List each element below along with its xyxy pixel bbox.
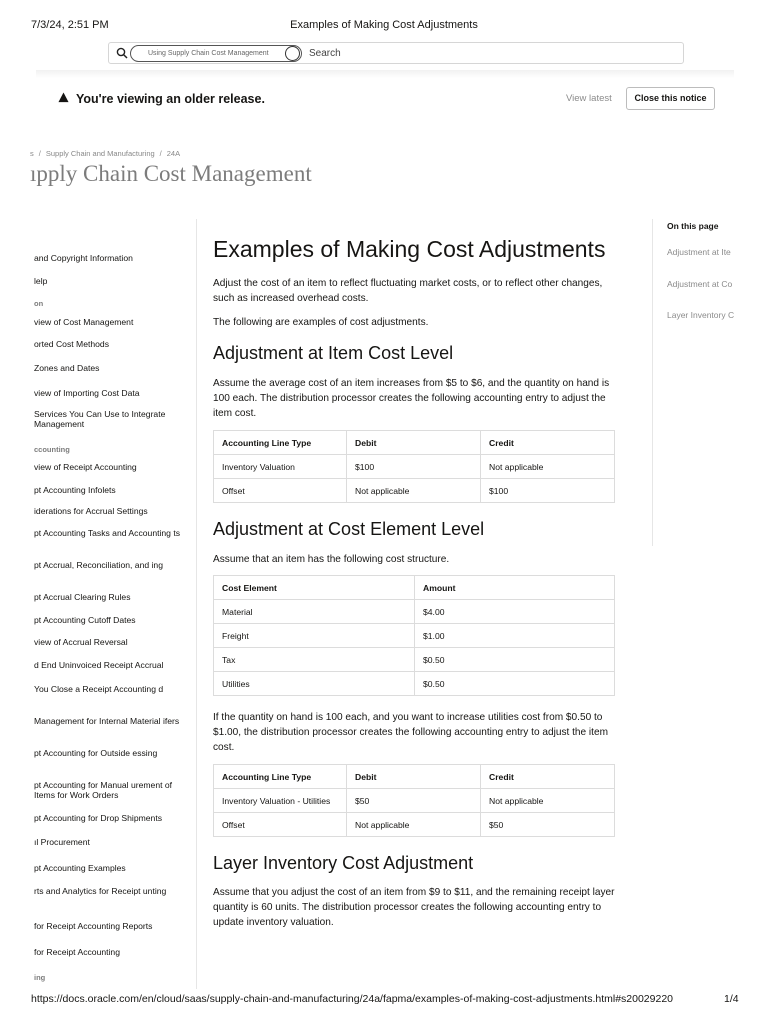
toc-item[interactable]: pt Accounting Cutoff Dates — [34, 615, 136, 625]
toc-item[interactable]: lelp — [34, 276, 48, 286]
section-heading: Adjustment at Cost Element Level — [213, 519, 485, 539]
scope-toggle-icon[interactable] — [285, 46, 300, 61]
breadcrumb-separator: / — [159, 149, 162, 158]
column-header: Cost Element — [214, 576, 415, 600]
rail-link-layer-inventory[interactable]: Layer Inventory C — [667, 310, 735, 320]
breadcrumb-item[interactable]: s — [30, 149, 34, 158]
rail-link-cost-element[interactable]: Adjustment at Co — [667, 279, 733, 289]
toc-item[interactable]: pt Accounting for Manual urement of Items for Work Orders — [34, 780, 173, 800]
toc-section[interactable]: ccounting — [34, 445, 70, 454]
table-cell: Not applicable — [481, 455, 615, 479]
table-row — [214, 813, 615, 837]
table-header-row — [214, 431, 615, 455]
table-header-row — [214, 576, 615, 600]
breadcrumb-item[interactable]: Supply Chain and Manufacturing — [45, 149, 155, 158]
table-cell: $1.00 — [415, 624, 615, 648]
toc-item[interactable]: pt Accrual Clearing Rules — [34, 592, 131, 602]
table-cell: Not applicable — [347, 479, 481, 503]
page-title: Examples of Making Cost Adjustments — [213, 236, 606, 262]
toc-item[interactable]: for Receipt Accounting Reports — [34, 921, 153, 931]
table-row — [214, 672, 615, 696]
toc-item[interactable]: Zones and Dates — [34, 363, 100, 373]
intro-paragraph-2: The following are examples of cost adjustments. — [213, 317, 429, 328]
column-header: Debit — [347, 765, 481, 789]
table-row — [214, 600, 615, 624]
section-paragraph: Assume that you adjust the cost of an item from $9 to $11, and the remaining receipt layer quantity is 60 units. The distribution processor creates the following accounting entry to update inventory valuation. — [213, 887, 615, 928]
toc-item[interactable]: pt Accounting Infolets — [34, 485, 116, 495]
toc-item[interactable]: orted Cost Methods — [34, 339, 109, 349]
toc-item[interactable]: pt Accounting Examples — [34, 863, 126, 873]
print-page-number: 1/4 — [724, 993, 739, 1005]
section-paragraph: If the quantity on hand is 100 each, and you want to increase utilities cost from $0.50 to $1.00, the distribution processor creates the following accounting entry to adjust the item cost. — [213, 712, 609, 753]
column-header: Amount — [415, 576, 615, 600]
table-cell: $0.50 — [415, 672, 615, 696]
accounting-table — [213, 764, 615, 837]
toc-item[interactable]: iderations for Accrual Settings — [34, 506, 148, 516]
table-row — [214, 455, 615, 479]
section-heading: Adjustment at Item Cost Level — [213, 343, 454, 363]
header-shadow — [36, 70, 734, 78]
rail-divider — [652, 219, 653, 546]
search-scope-chip[interactable]: Using Supply Chain Cost Management — [130, 45, 302, 62]
toc-item[interactable]: view of Importing Cost Data — [34, 388, 140, 398]
accounting-table — [213, 430, 615, 503]
on-this-page-title: On this page — [667, 221, 719, 231]
column-header: Accounting Line Type — [214, 765, 347, 789]
toc-item[interactable]: pt Accounting for Outside essing — [34, 748, 158, 758]
toc-item[interactable]: and Copyright Information — [34, 253, 133, 263]
breadcrumb-item[interactable]: 24A — [166, 149, 181, 158]
toc-item[interactable]: view of Cost Management — [34, 317, 134, 327]
toc-section[interactable]: ing — [34, 973, 46, 982]
section-heading: Layer Inventory Cost Adjustment — [213, 853, 474, 873]
toc-item[interactable]: for Receipt Accounting — [34, 947, 120, 957]
toc-item[interactable]: pt Accrual, Reconciliation, and ing — [34, 560, 163, 570]
toc-item[interactable]: pt Accounting for Drop Shipments — [34, 813, 163, 823]
close-notice-button[interactable]: Close this notice — [626, 87, 715, 110]
toc-section[interactable]: on — [34, 299, 44, 308]
table-cell: $50 — [481, 813, 615, 837]
table-row — [214, 648, 615, 672]
toc-item[interactable]: view of Receipt Accounting — [34, 462, 137, 472]
toc-item[interactable]: Management for Internal Material ifers — [34, 716, 180, 726]
table-cell: Not applicable — [347, 813, 481, 837]
section-paragraph: Assume that an item has the following cost structure. — [213, 554, 450, 565]
table-cell: Utilities — [214, 672, 415, 696]
table-cell: $100 — [347, 455, 481, 479]
toc-item[interactable]: view of Accrual Reversal — [34, 637, 128, 647]
toc-item[interactable]: rts and Analytics for Receipt unting — [34, 886, 167, 896]
intro-paragraph: Adjust the cost of an item to reflect fluctuating market costs, or to reflect other changes, such as increased overhead costs. — [213, 278, 603, 304]
column-header: Credit — [481, 765, 615, 789]
warning-icon — [58, 92, 69, 103]
table-row — [214, 624, 615, 648]
table-cell: Offset — [214, 479, 347, 503]
column-header: Credit — [481, 431, 615, 455]
table-cell: $4.00 — [415, 600, 615, 624]
search-icon[interactable] — [116, 47, 128, 59]
toc-item[interactable]: pt Accounting Tasks and Accounting ts — [34, 528, 181, 538]
table-cell: Tax — [214, 648, 415, 672]
print-title: Examples of Making Cost Adjustments — [290, 19, 478, 31]
search-input[interactable]: Search — [309, 48, 341, 59]
table-cell: $50 — [347, 789, 481, 813]
sidebar-divider — [196, 219, 197, 989]
table-cell: $0.50 — [415, 648, 615, 672]
table-cell: $100 — [481, 479, 615, 503]
table-cell: Inventory Valuation - Utilities — [214, 789, 347, 813]
table-cell: Freight — [214, 624, 415, 648]
breadcrumb — [30, 149, 185, 158]
toc-item[interactable]: d End Uninvoiced Receipt Accrual — [34, 660, 164, 670]
toc-item[interactable]: Services You Can Use to Integrate Management — [34, 409, 166, 429]
table-row — [214, 789, 615, 813]
table-row — [214, 479, 615, 503]
cost-structure-table — [213, 575, 615, 696]
print-url: https://docs.oracle.com/en/cloud/saas/supply-chain-and-manufacturing/24a/fapma/examples-of-making-cost-adjustments.html#s20029220 — [31, 993, 674, 1005]
toc-item[interactable]: You Close a Receipt Accounting d — [34, 684, 164, 694]
book-title: ıpply Chain Cost Management — [30, 161, 312, 186]
column-header: Debit — [347, 431, 481, 455]
view-latest-link[interactable]: View latest — [566, 93, 612, 104]
table-cell: Offset — [214, 813, 347, 837]
table-cell: Inventory Valuation — [214, 455, 347, 479]
table-cell: Not applicable — [481, 789, 615, 813]
section-paragraph: Assume the average cost of an item increases from $5 to $6, and the quantity on hand is 100 each. The distribution processor creates the following accounting entry to adjust the item cost. — [213, 378, 610, 419]
rail-link-item-cost[interactable]: Adjustment at Ite — [667, 247, 731, 257]
notice-text: You're viewing an older release. — [76, 92, 265, 106]
print-date: 7/3/24, 2:51 PM — [31, 19, 109, 31]
breadcrumb-separator: / — [38, 149, 41, 158]
column-header: Accounting Line Type — [214, 431, 347, 455]
toc-item[interactable]: ıl Procurement — [34, 837, 90, 847]
table-header-row — [214, 765, 615, 789]
table-cell: Material — [214, 600, 415, 624]
